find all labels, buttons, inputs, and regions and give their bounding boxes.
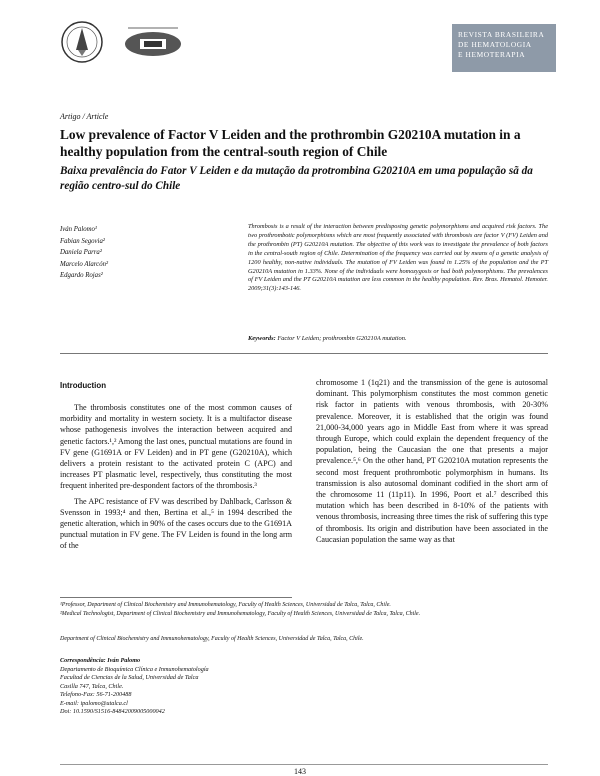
journal-banner	[452, 24, 556, 72]
abstract: Thrombosis is a result of the interaction between predisposing genetic polymorphisms and acquired risk factors. The two prothrombotic polymorphisms which are most frequently associated with thrombosis are factor V (FV) Leiden and the prothrombin (PT) G20210A mutation. The objective of this work was to investigate the prevalence of both factors in the central-south region of Chile. Determination of the frequency was carried out by means of a genetic analysis of 1200 healthy, non-native individuals. The mutation of FV Leiden was found in 1.25% of the population and the PT G20210A mutation in 1.33%. None of the individuals were homozygosis or had both polymorphisms. The prevalences of FV Leiden and the PT G20210A mutation are less common in the healthy population. Rev. Bras. Hematol. Hemoter. 2009;31(3):143-146.	[248, 223, 548, 293]
correspondence-doi[interactable]: Doi: 10.1590/S1516-84842009005000042	[60, 708, 165, 715]
correspondence-line: Telefono-Fax: 56-71-200488	[60, 691, 132, 698]
journal-line-1: REVISTA BRASILEIRA	[458, 30, 545, 39]
footnote-divider	[60, 597, 292, 598]
paragraph: The thrombosis constitutes one of the most common causes of morbidity and mortality in western society. It is a multifactor disease whose pathogenesis involves the interaction between acquired and genetic factors.¹,² Among the last ones, punctual mutations are found in FV gene (G1691A or FV Leiden) and in PT gene (G20210A), which delivers a protein resistant to the activated protein C (APC) and increases PT plasmatic level, respectively, thus constituting the most frequent inherited pre-despondent factors of the thrombosis.³	[60, 403, 292, 491]
footnote: ²Medical Technologist, Department of Clinical Biochemistry and Immunohematology, Faculty of Health Sciences, Universidad de Talca, Talca, Chile.	[60, 611, 421, 618]
paragraph: The APC resistance of FV was described by Dahlback, Carlsson & Svensson in 1993;⁴ and then, Bertina et al.,⁵ in 1994 described the genetic alteration, which in 90% of the cases occurs due to the G1691A punctual mutation in FV gene. The FV Leiden is found in the long arm of the	[60, 496, 292, 551]
body-column-right	[316, 377, 548, 545]
keywords-text: Factor V Leiden; prothrombin G20210A mutation.	[277, 335, 407, 342]
author: Edgardo Rojas²	[60, 272, 103, 279]
article-subtitle: Baixa prevalência do Fator V Leiden e da mutação da protrombina G20210A em uma população sã da região centro-sul do Chile	[60, 165, 533, 192]
journal-line-3: E HEMOTERAPIA	[458, 50, 526, 59]
author: Fabian Segovia²	[60, 237, 105, 245]
keywords-label: Keywords:	[248, 335, 276, 342]
author: Marcelo Alarcón²	[60, 260, 109, 268]
correspondence-line: Casilla 747, Talca, Chile.	[60, 682, 124, 690]
page-divider	[60, 764, 548, 765]
correspondence-heading: Correspondência: Iván Palomo	[60, 657, 141, 664]
divider	[60, 353, 548, 354]
keywords	[248, 335, 548, 342]
society-seal-logo	[60, 20, 104, 64]
article-title: Low prevalence of Factor V Leiden and the prothrombin G20210A mutation in a healthy population from the central-south region of Chile	[60, 127, 521, 159]
correspondence-block	[60, 657, 390, 717]
author: Daniela Parra²	[60, 249, 102, 256]
paragraph: chromosome 1 (1q21) and the transmission of the gene is autosomal dominant. This polymorphism constitutes the most common genetic risk factor in patients with venous thrombosis, with 20-30% prevalence. Moreover, it is established that the origin was found 21,000-34,000 years ago in Middle East from where it was spread through Europe, which could explain the dependent frequency of the population, being the Caucasian the one that presents a major prevalence.⁵,⁶ On the other hand, PT G20210A mutation represents the second most frequent prothrombotic polymorphism in humans. Its transmission is also autosomal dominant codified in the short arm of the chromosome 11 (11p11). In 1996, Poort et al.⁷ described this mutation which has been described in 8-10% of the patients with venous thrombosis, increasing three times the risk of suffering this type of thrombosis. Its origin and distribution have been associated in the Caucasian population the same way as that	[316, 378, 548, 544]
introduction-heading: Introduction	[60, 381, 107, 390]
author: Iván Palomo¹	[60, 226, 97, 233]
correspondence-line: Departamento de Bioquímica Clínica e Inmunohematología	[60, 665, 209, 673]
footnotes	[60, 601, 548, 620]
body-column-left	[60, 402, 292, 552]
section-label: Artigo / Article	[60, 112, 109, 121]
correspondence-line: Facultad de Ciencias de la Salud, Universidad de Talca	[60, 674, 199, 681]
page-number: 143	[294, 767, 306, 776]
correspondence-email[interactable]: E-mail: ipalomo@utalca.cl	[60, 699, 128, 707]
department-affiliation: Department of Clinical Biochemistry and Immunohematology, Faculty of Health Sciences, Universidad de Talca, Talca, Chile.	[60, 636, 364, 642]
author-list	[60, 224, 230, 282]
footnote: ¹Professor, Department of Clinical Biochemistry and Immunohematology, Faculty of Health Sciences, Universidad de Talca, Talca, Chile.	[60, 602, 391, 608]
hematology-association-logo	[118, 22, 188, 62]
journal-line-2: DE HEMATOLOGIA	[458, 40, 532, 49]
